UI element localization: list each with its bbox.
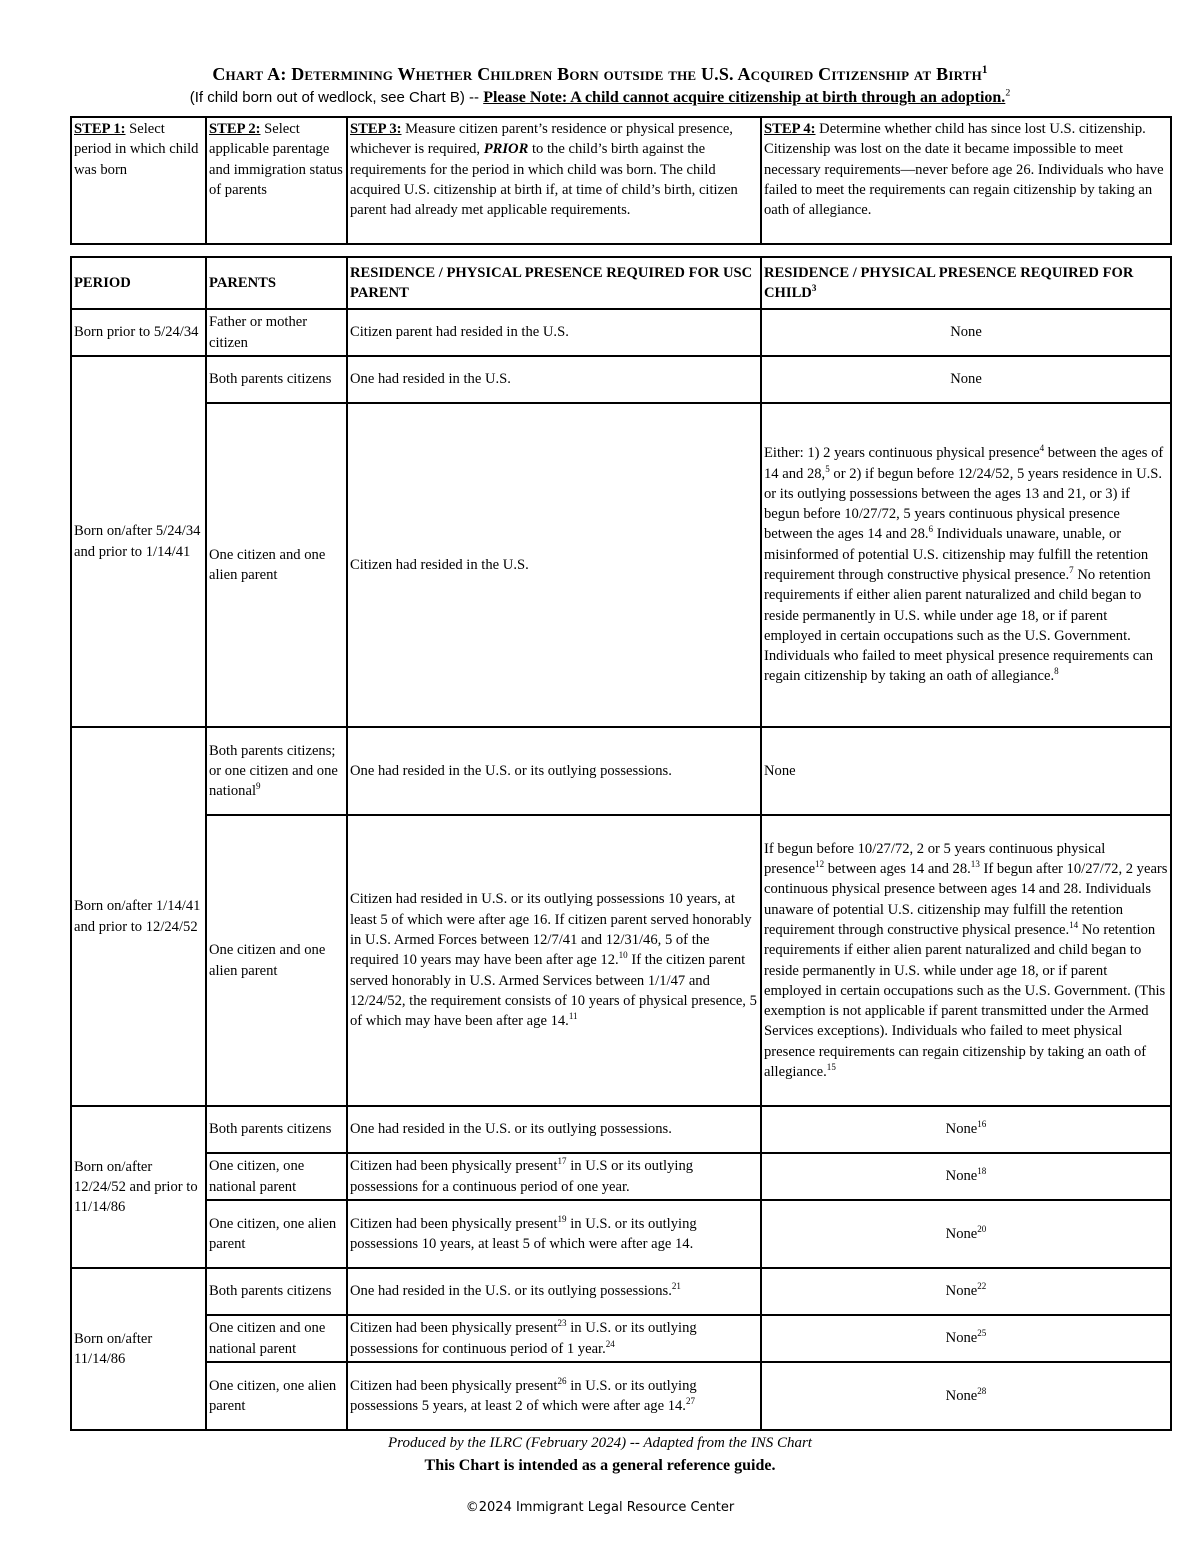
footnote-ref: 8	[1054, 666, 1059, 677]
table-row	[71, 1362, 1171, 1430]
footnote-ref: 16	[977, 1119, 987, 1130]
step-3-text: Measure citizen parent’s residence or physical presence, whichever is required,	[350, 121, 733, 158]
step-2-text: Select applicable parentage and immigration status of parents	[209, 121, 343, 198]
header-parents: PARENTS	[206, 257, 347, 309]
child-requirement-cell	[761, 1200, 1171, 1268]
child-requirement-cell	[761, 1315, 1171, 1362]
child-requirement-cell	[761, 1362, 1171, 1430]
step-2-cell	[206, 117, 347, 244]
steps-table	[70, 116, 1172, 245]
header-period: PERIOD	[71, 257, 206, 309]
parent-requirement-cell: One had resided in the U.S. or its outlying possessions.	[347, 727, 761, 815]
table-row	[71, 403, 1171, 727]
child-requirement-cell: None	[761, 727, 1171, 815]
step-3-emphasis: PRIOR	[483, 141, 529, 158]
footnote-ref: 2	[1005, 87, 1011, 99]
header-usc-parent: RESIDENCE / PHYSICAL PRESENCE REQUIRED FOR USC PARENT	[347, 257, 761, 309]
text-segment: in U.S. or its outlying possessions 5 years, at least 2 of which were after age 14.	[350, 1377, 697, 1414]
step-4-cell	[761, 117, 1171, 244]
footnote-ref: 17	[557, 1156, 567, 1167]
child-requirement-cell	[761, 403, 1171, 727]
header-child	[761, 257, 1171, 309]
chart-title-text: Chart A: Determining Whether Children Born outside the U.S. Acquired Citizenship at Birth	[212, 64, 982, 84]
text-segment: None	[945, 1330, 978, 1347]
text-segment: Citizen had resided in U.S. or its outlying possessions 10 years, at least 5 of which were after age 16. If citizen parent served honorably in U.S. Armed Forces between 12/7/41 and 12/31/46, 5 of the required 10 years may have been after age 12.	[350, 891, 752, 969]
parents-cell: One citizen and one alien parent	[206, 815, 347, 1106]
table-row	[71, 815, 1171, 1106]
footnote-ref: 6	[928, 524, 934, 535]
footnote-ref: 19	[557, 1213, 567, 1224]
parent-requirement-cell	[347, 1200, 761, 1268]
step-1-text: Select period in which child was born	[74, 121, 199, 178]
table-row	[71, 1315, 1171, 1362]
parent-requirement-cell: Citizen parent had resided in the U.S.	[347, 309, 761, 356]
child-requirement-cell	[761, 1106, 1171, 1153]
footnote-ref: 15	[826, 1062, 836, 1073]
text-segment: No retention requirements if either alien parent naturalized and child began to reside permanently in U.S. while under age 18, or if parent employed in certain occupations such as the U.S. Government. Individuals who failed to meet physical presence requirements can regain citizenship by taking an oath of allegiance.	[764, 567, 1154, 685]
wedlock-note: (If child born out of wedlock, see Chart B) --	[189, 89, 484, 106]
text-segment: Citizen had been physically present	[350, 1320, 558, 1337]
period-cell: Born on/after 5/24/34 and prior to 1/14/41	[71, 356, 206, 727]
footnote-ref: 9	[256, 781, 261, 792]
text-segment: Either: 1) 2 years continuous physical presence	[764, 445, 1040, 462]
step-1-cell	[71, 117, 206, 244]
footnote-ref: 23	[557, 1318, 567, 1329]
period-cell: Born on/after 12/24/52 and prior to 11/14/86	[71, 1106, 206, 1268]
text-segment: Citizen had been physically present	[350, 1215, 558, 1232]
parent-requirement-cell	[347, 815, 761, 1106]
step-2-label: STEP 2:	[209, 121, 261, 137]
footnote-ref: 14	[1069, 920, 1079, 931]
text-segment: Citizen had been physically present	[350, 1377, 558, 1394]
step-3-cell	[347, 117, 761, 244]
parent-requirement-cell	[347, 1315, 761, 1362]
step-4-text: Determine whether child has since lost U.S. citizenship. Citizenship was lost on the date it became impossible to meet necessary requirements—never before age 26. Individuals who have failed to meet the requirements can regain citizenship by taking an oath of allegiance.	[764, 121, 1164, 219]
step-3-label: STEP 3:	[350, 121, 402, 137]
produced-by-note: Produced by the ILRC (February 2024) -- Adapted from the INS Chart	[388, 1435, 812, 1451]
text-segment: Citizen had been physically present	[350, 1158, 558, 1175]
footnote-ref: 10	[618, 950, 628, 961]
parent-requirement-cell: One had resided in the U.S. or its outlying possessions.	[347, 1106, 761, 1153]
text-segment: None	[945, 1121, 978, 1138]
footnote-ref: 25	[977, 1328, 987, 1339]
text-segment: None	[945, 1283, 978, 1300]
parent-requirement-cell: One had resided in the U.S.	[347, 356, 761, 403]
step-4-label: STEP 4:	[764, 121, 816, 137]
step-1-label: STEP 1:	[74, 121, 126, 137]
citizenship-table	[70, 256, 1172, 1431]
text-segment: If begun after 10/27/72, 2 years continuous physical presence between ages 14 and 28. Individuals unaware of potential U.S. citizenship may fulfill the retention requirement through constructive physical presence.	[764, 861, 1168, 938]
period-cell: Born on/after 11/14/86	[71, 1268, 206, 1430]
text-segment: Individuals unaware, unable, or misinformed of potential U.S. citizenship may fulfill the retention requirement through constructive physical presence.	[764, 526, 1149, 583]
footnote-ref: 13	[970, 859, 980, 870]
footnote-ref: 12	[815, 859, 825, 870]
child-requirement-cell	[761, 1153, 1171, 1200]
child-requirement-cell: None	[761, 309, 1171, 356]
footnote-ref: 24	[605, 1338, 615, 1349]
steps-row	[71, 117, 1171, 244]
footnote-ref: 26	[557, 1375, 567, 1386]
table-row	[71, 356, 1171, 403]
footnote-ref: 11	[568, 1011, 578, 1022]
table-row	[71, 309, 1171, 356]
chart-subtitle	[0, 89, 1200, 107]
period-cell: Born on/after 1/14/41 and prior to 12/24/52	[71, 727, 206, 1106]
chart-title	[0, 64, 1200, 85]
table-header-row	[71, 257, 1171, 309]
footnote-ref: 5	[825, 463, 830, 474]
text-segment: If the citizen parent served honorably in U.S. Armed Services between 1/1/47 and 12/24/52, the requirement consists of 10 years of physical presence, 5 of which may have been after age 14.	[350, 952, 757, 1030]
child-requirement-cell	[761, 815, 1171, 1106]
reference-guide-note: This Chart is intended as a general reference guide.	[424, 1457, 776, 1474]
footnote-ref: 1	[981, 64, 988, 76]
parents-cell: Both parents citizens	[206, 1106, 347, 1153]
footnote-ref: 20	[977, 1223, 987, 1234]
parents-cell: Both parents citizens	[206, 1268, 347, 1315]
parents-cell: Father or mother citizen	[206, 309, 347, 356]
footnote-ref: 7	[1069, 565, 1074, 576]
parents-cell: One citizen and one alien parent	[206, 403, 347, 727]
parent-requirement-cell	[347, 1153, 761, 1200]
parents-cell: One citizen and one national parent	[206, 1315, 347, 1362]
text-segment: or 2) if begun before 12/24/52, 5 years residence in U.S. or its outlying possessions between the ages 13 and 21, or 3) if begun before 10/27/72, 5 years continuous physical presence between the ages 14 and 28.	[764, 465, 1163, 543]
text-segment: in U.S. or its outlying possessions 10 years, at least 5 of which were after age 14.	[350, 1215, 697, 1252]
header-child-text: RESIDENCE / PHYSICAL PRESENCE REQUIRED FOR CHILD	[764, 264, 1134, 301]
footnote-ref: 21	[671, 1281, 681, 1292]
child-requirement-cell: None	[761, 356, 1171, 403]
text-segment: One had resided in the U.S. or its outlying possessions.	[350, 1283, 672, 1300]
adoption-note: Please Note: A child cannot acquire citizenship at birth through an adoption.	[483, 89, 1006, 106]
parent-requirement-cell	[347, 1362, 761, 1430]
text-segment: If begun before 10/27/72, 2 or 5 years continuous physical presence	[764, 840, 1106, 878]
text-segment: None	[945, 1387, 978, 1404]
parents-cell: Both parents citizens	[206, 356, 347, 403]
footnote-ref: 22	[977, 1281, 987, 1292]
text-segment: Both parents citizens; or one citizen and one national	[209, 742, 338, 800]
parents-cell	[206, 727, 347, 815]
parents-cell: One citizen, one alien parent	[206, 1200, 347, 1268]
table-row	[71, 727, 1171, 815]
period-cell: Born prior to 5/24/34	[71, 309, 206, 356]
step-3-text-end: to the child’s birth against the requirements for the period in which child was born. The child acquired U.S. citizenship at birth if, at time of child’s birth, citizen parent had already met applicable requirements.	[350, 141, 738, 219]
footnote-ref: 27	[685, 1396, 696, 1407]
table-row	[71, 1106, 1171, 1153]
parents-cell: One citizen, one alien parent	[206, 1362, 347, 1430]
footnote-ref: 4	[1039, 443, 1045, 454]
footnote-ref: 3	[811, 283, 817, 294]
parent-requirement-cell: Citizen had resided in the U.S.	[347, 403, 761, 727]
text-segment: in U.S or its outlying possessions for a continuous period of one year.	[350, 1158, 694, 1195]
table-row	[71, 1268, 1171, 1315]
text-segment: between the ages of 14 and 28,	[764, 445, 1164, 482]
footnote-ref: 28	[977, 1385, 987, 1396]
text-segment: in U.S. or its outlying possessions for continuous period of 1 year.	[350, 1320, 697, 1357]
child-requirement-cell	[761, 1268, 1171, 1315]
parent-requirement-cell	[347, 1268, 761, 1315]
text-segment: None	[945, 1168, 978, 1185]
text-segment: No retention requirements if either alien parent naturalized and child began to reside permanently in U.S. while under age 18, or if parent employed in certain occupations such as the U.S. Government. (This exemption is not applicable if parent transmitted under the Armed Services exceptions). Individuals who failed to meet physical presence requirements can regain citizenship by taking an oath of allegiance.	[764, 921, 1166, 1080]
text-segment: None	[945, 1225, 978, 1242]
table-row	[71, 1153, 1171, 1200]
text-segment: between ages 14 and 28.	[824, 861, 971, 878]
copyright-notice: ©2024 Immigrant Legal Resource Center	[465, 1500, 735, 1515]
parents-cell: One citizen, one national parent	[206, 1153, 347, 1200]
table-row	[71, 1200, 1171, 1268]
footnote-ref: 18	[977, 1166, 987, 1177]
